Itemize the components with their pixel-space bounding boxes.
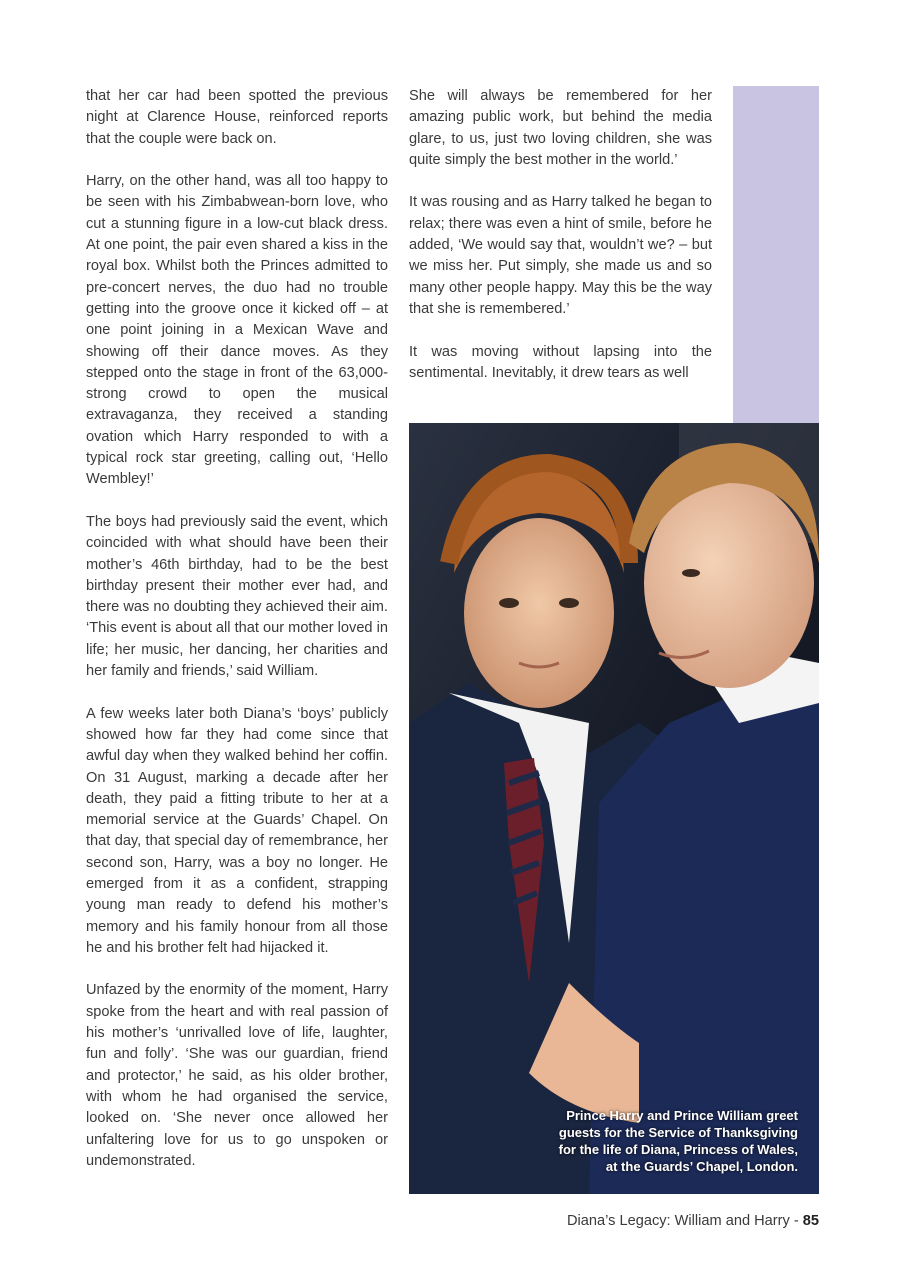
page-number: 85 (802, 1213, 819, 1229)
caption-line: guests for the Service of Thanksgiving (558, 1125, 798, 1140)
paragraph: She will always be remembered for her amazing public work, but behind the media glare, to us, just two loving children, she was quite simply the best mother in the world.’ (409, 88, 712, 168)
paragraph: A few weeks later both Diana’s ‘boys’ publicly showed how far they had come since that awful day when they walked behind her coffin. On 31 August, marking a decade after her death, they paid a fitting tribute to her at a memorial service at the Guards’ Chapel. On that day, that special day of remembrance, her second son, Harry, was a boy no longer. He emerged from it as a confident, strapping young man ready to defend his mother’s memory and his family honour from all those he and his brother felt had hijacked it. (86, 705, 388, 956)
paragraph: that her car had been spotted the previous night at Clarence House, reinforced reports that the couple were back on. (86, 88, 388, 147)
caption-line: Prince Harry and Prince William greet (566, 1108, 798, 1123)
paragraph: Unfazed by the enormity of the moment, Harry spoke from the heart and with real passion of his mother’s ‘unrivalled love of life, laughter, fun and folly’. ‘She was our guardian, friend and protector,’ he said, as his older brother, with whom he had organised the service, looked on. ‘She never once allowed her unfaltering love for us to go unspoken or undemonstrated. (86, 982, 388, 1169)
right-text-column (409, 86, 712, 384)
photo-illustration (409, 423, 819, 1194)
caption-line: for the life of Diana, Princess of Wales, (558, 1142, 798, 1157)
paragraph: Harry, on the other hand, was all too happy to be seen with his Zimbabwean-born love, who cut a stunning figure in a low-cut black dress. At one point, the pair even shared a kiss in the royal box. Whilst both the Princes admitted to pre-concert nerves, the duo had no trouble getting into the groove once it kicked off – at one point joining in a Mexican Wave and showing off their dance moves. As they stepped onto the stage in front of the 63,000-strong crowd to open the musical extravaganza, they received a standing ovation which Harry responded to with a typical rock star greeting, calling out, ‘Hello Wembley!’ (86, 173, 388, 488)
footer-title: Diana’s Legacy: William and Harry - (567, 1213, 803, 1229)
photo-princes (409, 423, 819, 1194)
paragraph: The boys had previously said the event, which coincided with what should have been their mother’s 46th birthday, had to be the best birthday present their mother ever had, and there was no doubting they achieved their aim. ‘This event is about all that our mother loved in life; her music, her dancing, her charities and her family and friends,’ said William. (86, 513, 388, 680)
left-text-column (86, 86, 388, 1172)
paragraph: It was moving without lapsing into the sentimental. Inevitably, it drew tears as well (409, 343, 712, 381)
caption-line: at the Guards’ Chapel, London. (605, 1159, 798, 1174)
paragraph: It was rousing and as Harry talked he began to relax; there was even a hint of smile, before he added, ‘We would say that, wouldn’t we? – but we miss her. Put simply, she made us and so many other people happy. May this be the way that she is remembered.’ (409, 194, 712, 317)
page-footer (567, 1213, 819, 1229)
decorative-accent-bar (733, 86, 819, 423)
photo-caption (498, 1107, 798, 1175)
